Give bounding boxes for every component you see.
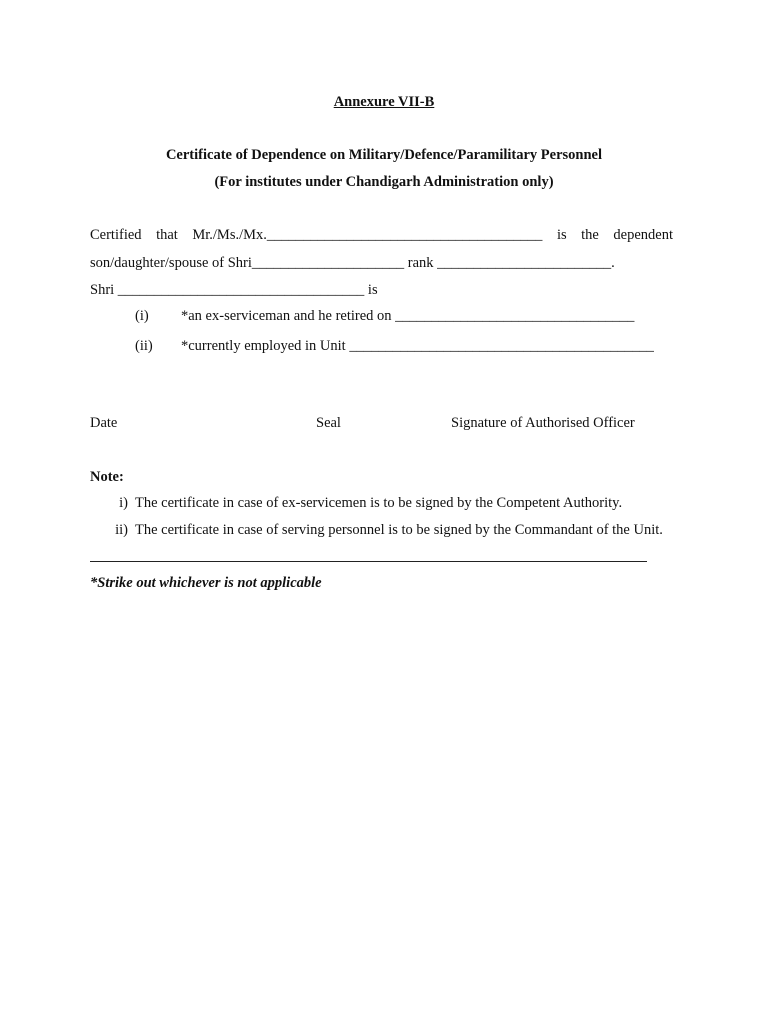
certification-line-3: Shri __________________________________ is — [90, 282, 378, 298]
signature-label: Signature of Authorised Officer — [451, 415, 635, 431]
line1-word: is — [556, 227, 567, 243]
divider-line — [90, 561, 647, 562]
date-label: Date — [90, 415, 118, 431]
line1-word: that — [156, 227, 178, 243]
certificate-subtitle: (For institutes under Chandigarh Administration only) — [214, 174, 554, 190]
line1-word: the — [581, 227, 599, 243]
status-item-ex-serviceman: *an ex-serviceman and he retired on _________________________________ — [181, 308, 635, 324]
note-item-number: i) — [119, 495, 128, 511]
seal-label: Seal — [316, 415, 341, 431]
status-item-number: (ii) — [135, 338, 153, 354]
certification-line-1 — [90, 227, 673, 244]
footnote: *Strike out whichever is not applicable — [90, 575, 322, 591]
note-item-number: ii) — [115, 522, 128, 538]
name-blank-field: Mr./Ms./Mx.______________________________________ — [192, 227, 543, 243]
annexure-title: Annexure VII-B — [333, 94, 435, 110]
note-item-text: The certificate in case of serving personnel is to be signed by the Commandant of the Unit. — [135, 522, 663, 538]
line1-word: Certified — [90, 227, 142, 243]
note-heading: Note: — [90, 469, 124, 485]
certification-line-2: son/daughter/spouse of Shri_____________________ rank ________________________. — [90, 255, 615, 271]
note-item-text: The certificate in case of ex-servicemen is to be signed by the Competent Authority. — [135, 495, 623, 511]
line1-word: dependent — [613, 227, 673, 243]
certificate-title: Certificate of Dependence on Military/Defence/Paramilitary Personnel — [165, 147, 603, 163]
status-item-number: (i) — [135, 308, 149, 324]
status-item-currently-employed: *currently employed in Unit __________________________________________ — [181, 338, 654, 354]
